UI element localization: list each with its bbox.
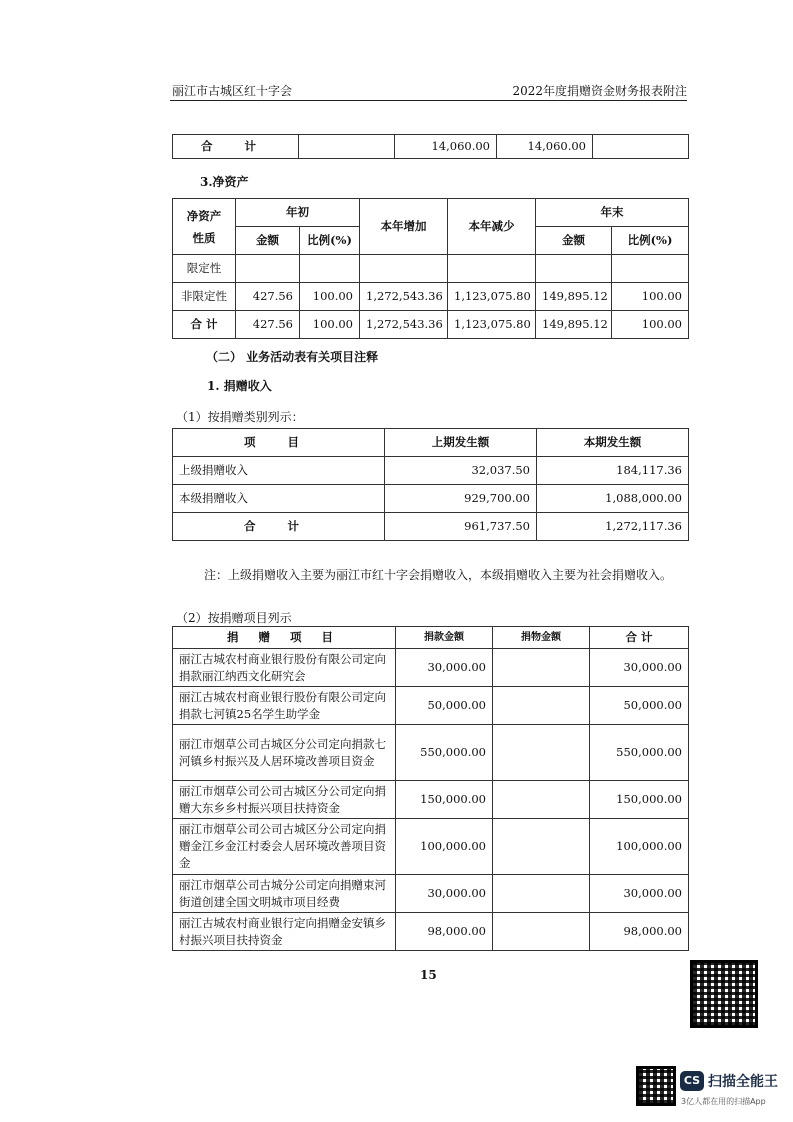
cell: 丽江古城农村商业银行定向捐赠金安镇乡村振兴项目扶持资金: [173, 913, 396, 951]
row-label: 限定性: [173, 255, 236, 283]
cell: 98,000.00: [396, 913, 493, 951]
cell: 100.00: [612, 311, 689, 339]
camscanner-tagline: 3亿人都在用的扫描App: [681, 1097, 766, 1106]
table-row: [173, 687, 689, 725]
cell: 184,117.36: [537, 457, 689, 485]
cell: 1,123,075.80: [448, 283, 536, 311]
camscanner-logo-icon: [680, 1071, 704, 1091]
nature-header: [173, 199, 236, 255]
cell: [236, 255, 300, 283]
total-value-2: 14,060.00: [497, 135, 593, 159]
start-ratio-header: 比例(%): [300, 227, 360, 255]
cell: 427.56: [236, 283, 300, 311]
net-assets-title: 3.净资产: [200, 175, 249, 189]
cell: 150,000.00: [590, 781, 689, 819]
note: 注：上级捐赠收入主要为丽江市红十字会捐赠收入，本级捐赠收入主要为社会捐赠收入。: [204, 568, 673, 582]
donation-income-title: 1. 捐赠收入: [207, 379, 272, 393]
cell: 1,272,543.36: [360, 283, 448, 311]
cell: 丽江市烟草公司古城分公司定向捐赠束河街道创建全国文明城市项目经费: [173, 875, 396, 913]
total-empty-2: [593, 135, 689, 159]
project-item-header: 捐 赠 项 目: [173, 627, 396, 649]
table-row: [173, 311, 689, 339]
table-row: [173, 457, 689, 485]
end-ratio-header: 比例(%): [612, 227, 689, 255]
previous-table-total: [172, 134, 689, 159]
nature-header-line2: 性质: [192, 230, 216, 245]
nature-header-line1: 净资产: [186, 208, 222, 223]
cell: 100.00: [300, 311, 360, 339]
qr-code-icon: [690, 960, 758, 1028]
scanner-qr-icon: [636, 1066, 676, 1106]
cell: 550,000.00: [396, 725, 493, 781]
table-row: [173, 819, 689, 875]
cell: 30,000.00: [396, 875, 493, 913]
cell: 1,272,543.36: [360, 311, 448, 339]
cell: 丽江古城农村商业银行股份有限公司定向捐款丽江纳西文化研究会: [173, 649, 396, 687]
table-row: [173, 649, 689, 687]
cell: [493, 687, 590, 725]
goods-header: 捐物金额: [493, 627, 590, 649]
cell: 丽江市烟草公司古城区分公司定向捐款七河镇乡村振兴及人居环境改善项目资金: [173, 725, 396, 781]
cell: 丽江市烟草公司公司古城区分公司定向捐赠金江乡金江村委会人居环境改善项目资金: [173, 819, 396, 875]
cell: 合 计: [173, 513, 385, 541]
prev-header: 上期发生额: [385, 429, 537, 457]
cell: [493, 725, 590, 781]
camscanner-badge: CS: [683, 1074, 701, 1087]
cell: 149,895.12: [536, 283, 612, 311]
cell: [493, 649, 590, 687]
donation-category-table: [172, 428, 689, 541]
net-assets-table: [172, 198, 689, 339]
cell: 上级捐赠收入: [173, 457, 385, 485]
by-category-title: （1）按捐赠类别列示：: [176, 410, 304, 424]
cell: 150,000.00: [396, 781, 493, 819]
cell: 1,272,117.36: [537, 513, 689, 541]
cell: 1,088,000.00: [537, 485, 689, 513]
donation-project-table: [172, 626, 689, 951]
start-amount-header: 金额: [236, 227, 300, 255]
end-header: 年末: [536, 199, 689, 227]
cell: 550,000.00: [590, 725, 689, 781]
table-row: [173, 725, 689, 781]
cell: 961,737.50: [385, 513, 537, 541]
by-project-title: （2）按捐赠项目列示: [176, 611, 292, 625]
cell: 32,037.50: [385, 457, 537, 485]
cell: 100,000.00: [396, 819, 493, 875]
cell: 427.56: [236, 311, 300, 339]
cell: 1,123,075.80: [448, 311, 536, 339]
cell: 本级捐赠收入: [173, 485, 385, 513]
table-row: [173, 781, 689, 819]
cell: [360, 255, 448, 283]
camscanner-name: 扫描全能王: [708, 1074, 778, 1090]
row-label: 非限定性: [173, 283, 236, 311]
row-label: 合 计: [173, 311, 236, 339]
cell: [448, 255, 536, 283]
cell: [493, 819, 590, 875]
cell: [300, 255, 360, 283]
cell: 100.00: [612, 283, 689, 311]
decrease-header: 本年减少: [448, 199, 536, 255]
cell: 50,000.00: [590, 687, 689, 725]
cell: 98,000.00: [590, 913, 689, 951]
total-value-1: 14,060.00: [395, 135, 497, 159]
cell: [612, 255, 689, 283]
table-row: [173, 485, 689, 513]
cell: [493, 875, 590, 913]
cell: 100,000.00: [590, 819, 689, 875]
header-report-title: 2022年度捐赠资金财务报表附注: [512, 84, 687, 98]
cell: [493, 913, 590, 951]
section-two-title: （二） 业务活动表有关项目注释: [206, 350, 379, 364]
project-total-header: 合 计: [590, 627, 689, 649]
cell: 丽江古城农村商业银行股份有限公司定向捐款七河镇25名学生助学金: [173, 687, 396, 725]
total-label: 合 计: [173, 135, 299, 159]
header-rule: [170, 100, 687, 101]
end-amount-header: 金额: [536, 227, 612, 255]
cell: [536, 255, 612, 283]
cell: 929,700.00: [385, 485, 537, 513]
increase-header: 本年增加: [360, 199, 448, 255]
cell: 149,895.12: [536, 311, 612, 339]
page-number: 15: [420, 968, 437, 982]
item-header: 项 目: [173, 429, 385, 457]
cell: 30,000.00: [590, 875, 689, 913]
cell: 30,000.00: [590, 649, 689, 687]
table-row: [173, 913, 689, 951]
cell: 100.00: [300, 283, 360, 311]
start-header: 年初: [236, 199, 360, 227]
total-empty: [299, 135, 395, 159]
cell: 50,000.00: [396, 687, 493, 725]
table-row: [173, 255, 689, 283]
curr-header: 本期发生额: [537, 429, 689, 457]
table-row: [173, 875, 689, 913]
cash-header: 捐款金额: [396, 627, 493, 649]
cell: 丽江市烟草公司公司古城区分公司定向捐赠大东乡乡村振兴项目扶持资金: [173, 781, 396, 819]
table-row: [173, 513, 689, 541]
header-org-name: 丽江市古城区红十字会: [172, 84, 293, 98]
cell: [493, 781, 590, 819]
table-row: [173, 283, 689, 311]
cell: 30,000.00: [396, 649, 493, 687]
